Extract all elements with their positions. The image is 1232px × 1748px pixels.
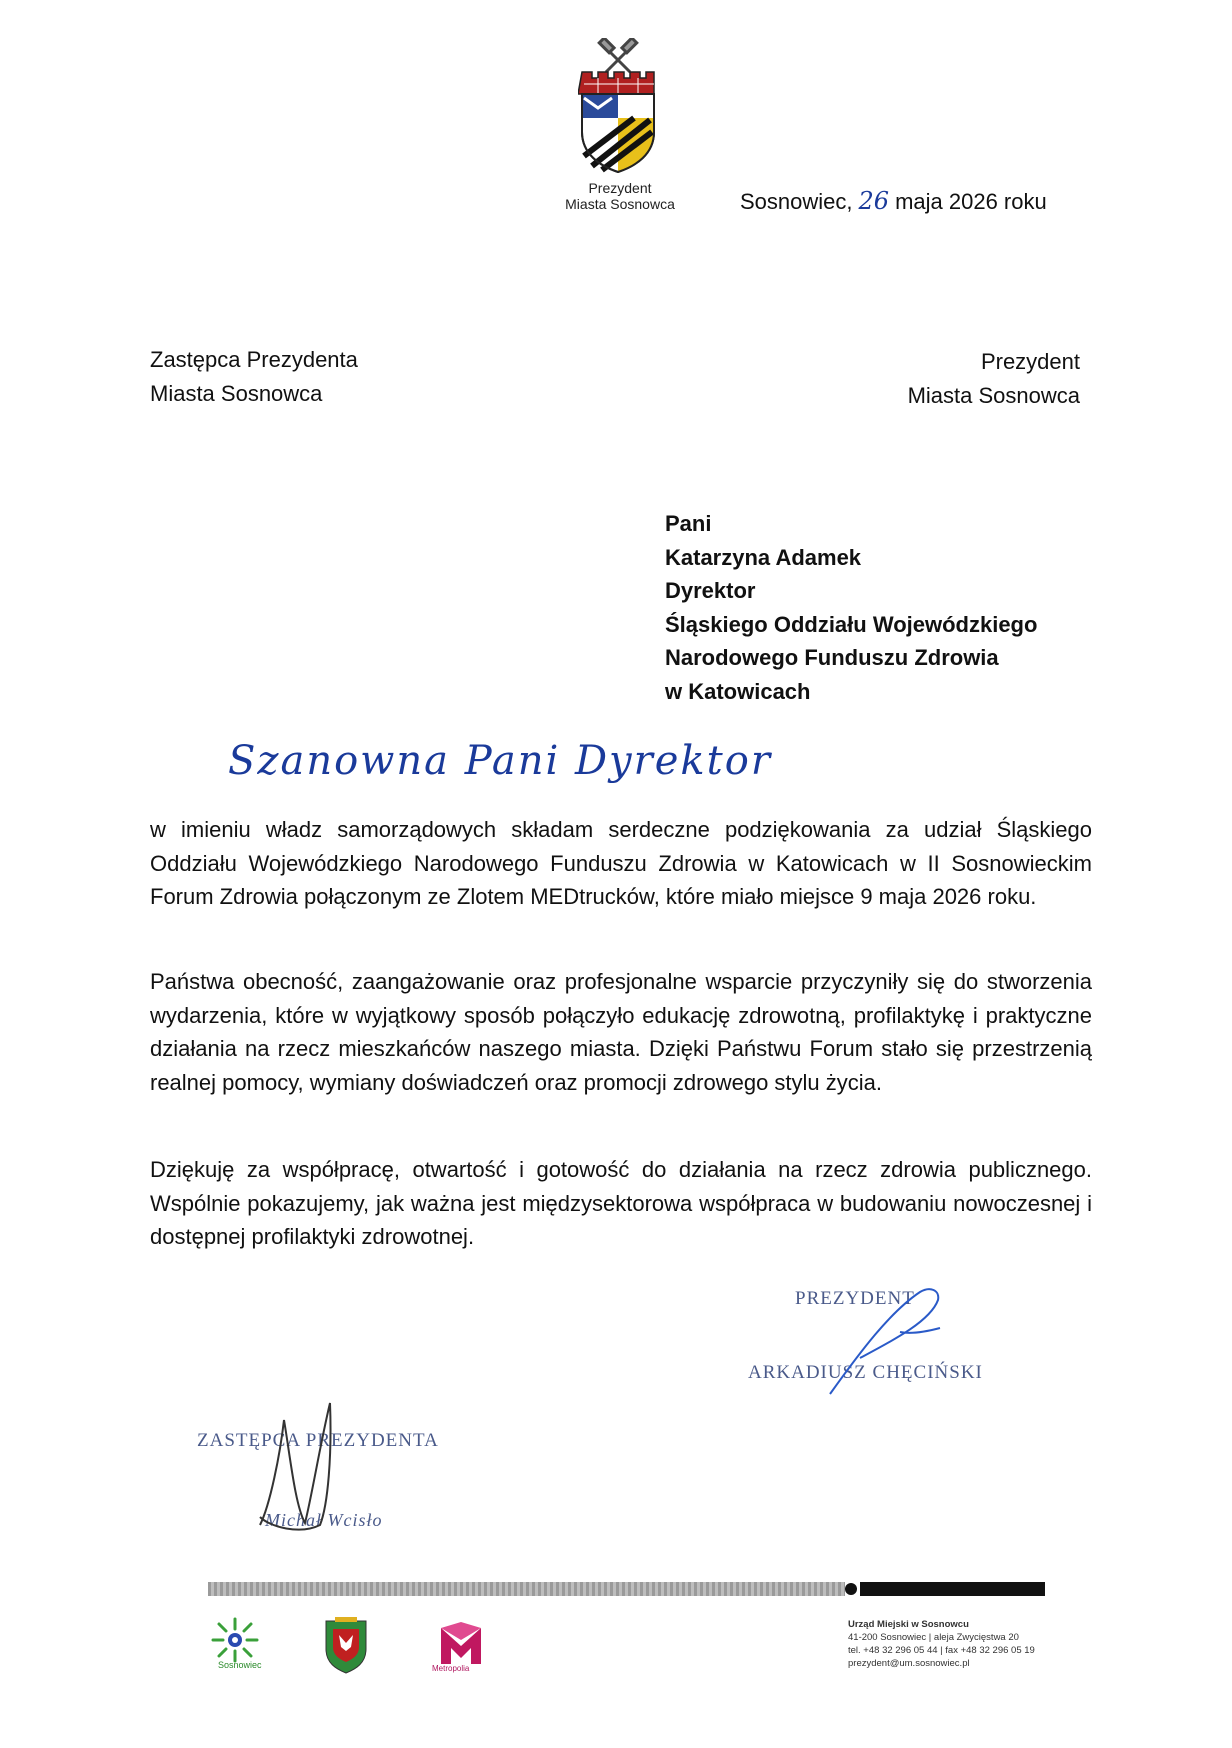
handwritten-salutation: Szanowna Pani Dyrektor	[228, 738, 772, 784]
addressee-line: Narodowego Funduszu Zdrowia	[665, 645, 999, 670]
crest-caption	[540, 180, 700, 212]
sender-president	[860, 345, 1080, 413]
city-crest-logo	[578, 38, 658, 173]
place-name: Sosnowiec,	[740, 189, 853, 214]
addressee-line: w Katowicach	[665, 678, 811, 704]
addressee-line: Śląskiego Oddziału Wojewódzkiego	[665, 611, 1038, 637]
sender-president-line1: Prezydent	[980, 349, 1080, 374]
president-stamp-name: ARKADIUSZ CHĘCIŃSKI	[748, 1362, 983, 1383]
metropolia-logo	[437, 1620, 485, 1670]
sender-deputy-line1: Zastępca Prezydenta	[150, 347, 358, 372]
crest-caption-line2: Miasta Sosnowca	[565, 196, 675, 212]
addressee-line: Pani	[665, 511, 712, 536]
region-crest-logo	[323, 1615, 369, 1675]
metropolia-logo-label: Metropolia	[432, 1664, 470, 1673]
place-date	[740, 187, 1047, 215]
president-stamp-title: PREZYDENT	[795, 1288, 915, 1309]
body-paragraph-1: w imieniu władz samorządowych składam serdeczne podziękowania za udział Śląskiego Oddziału Wojewódzkiego Narodowego Funduszu Zdrowia w Katowicach w II Sosnowieckim Forum Zdrowia połączonym ze Zlotem MEDtrucków, które miało miejsce 9 maja 2026 roku.	[150, 817, 1092, 909]
office-email: prezydent@um.sosnowiec.pl	[848, 1658, 970, 1669]
addressee-line: Dyrektor	[665, 578, 756, 603]
footer-divider-dark	[860, 1582, 1045, 1596]
office-phone: tel. +48 32 296 05 44 | fax +48 32 296 05 19	[848, 1645, 1035, 1656]
handwritten-day: 26	[858, 187, 890, 215]
office-contact	[848, 1618, 1035, 1670]
body-paragraph-3: Dziękuję za współpracę, otwartość i gotowość do działania na rzecz zdrowia publicznego. Wspólnie pokazujemy, jak ważna jest międzysektorowa współpraca w budowaniu nowoczesnej i dostępnej profilaktyki zdrowotnej.	[150, 1157, 1092, 1249]
sender-president-line2: Miasta Sosnowca	[907, 383, 1080, 408]
body-paragraph-2: Państwa obecność, zaangażowanie oraz profesjonalne wsparcie przyczyniły się do stworzenia wydarzenia, które w wyjątkowy sposób połączyło edukację zdrowotną, profilaktykę i praktyczne działania na rzecz mieszkańców naszego miasta. Dzięki Państwu Forum stało się przestrzenią realnej pomocy, wymiany doświadczeń oraz promocji zdrowego stylu życia.	[150, 969, 1092, 1095]
office-name: Urząd Miejski w Sosnowcu	[848, 1619, 969, 1630]
addressee-block	[665, 507, 1037, 708]
crest-caption-line1: Prezydent	[588, 180, 652, 196]
deputy-stamp-title: ZASTĘPCA PREZYDENTA	[197, 1430, 439, 1451]
date-rest: maja 2026 roku	[895, 189, 1047, 214]
footer-divider-dot	[845, 1583, 857, 1595]
sender-deputy-line2: Miasta Sosnowca	[150, 381, 323, 406]
office-address: 41-200 Sosnowiec | aleja Zwycięstwa 20	[848, 1632, 1019, 1643]
sender-deputy	[150, 343, 358, 411]
deputy-stamp-name: Michał Wcisło	[265, 1510, 383, 1530]
addressee-line: Katarzyna Adamek	[665, 544, 862, 570]
sosnowiec-logo-label: Sosnowiec	[218, 1660, 262, 1670]
footer-divider	[208, 1582, 845, 1596]
